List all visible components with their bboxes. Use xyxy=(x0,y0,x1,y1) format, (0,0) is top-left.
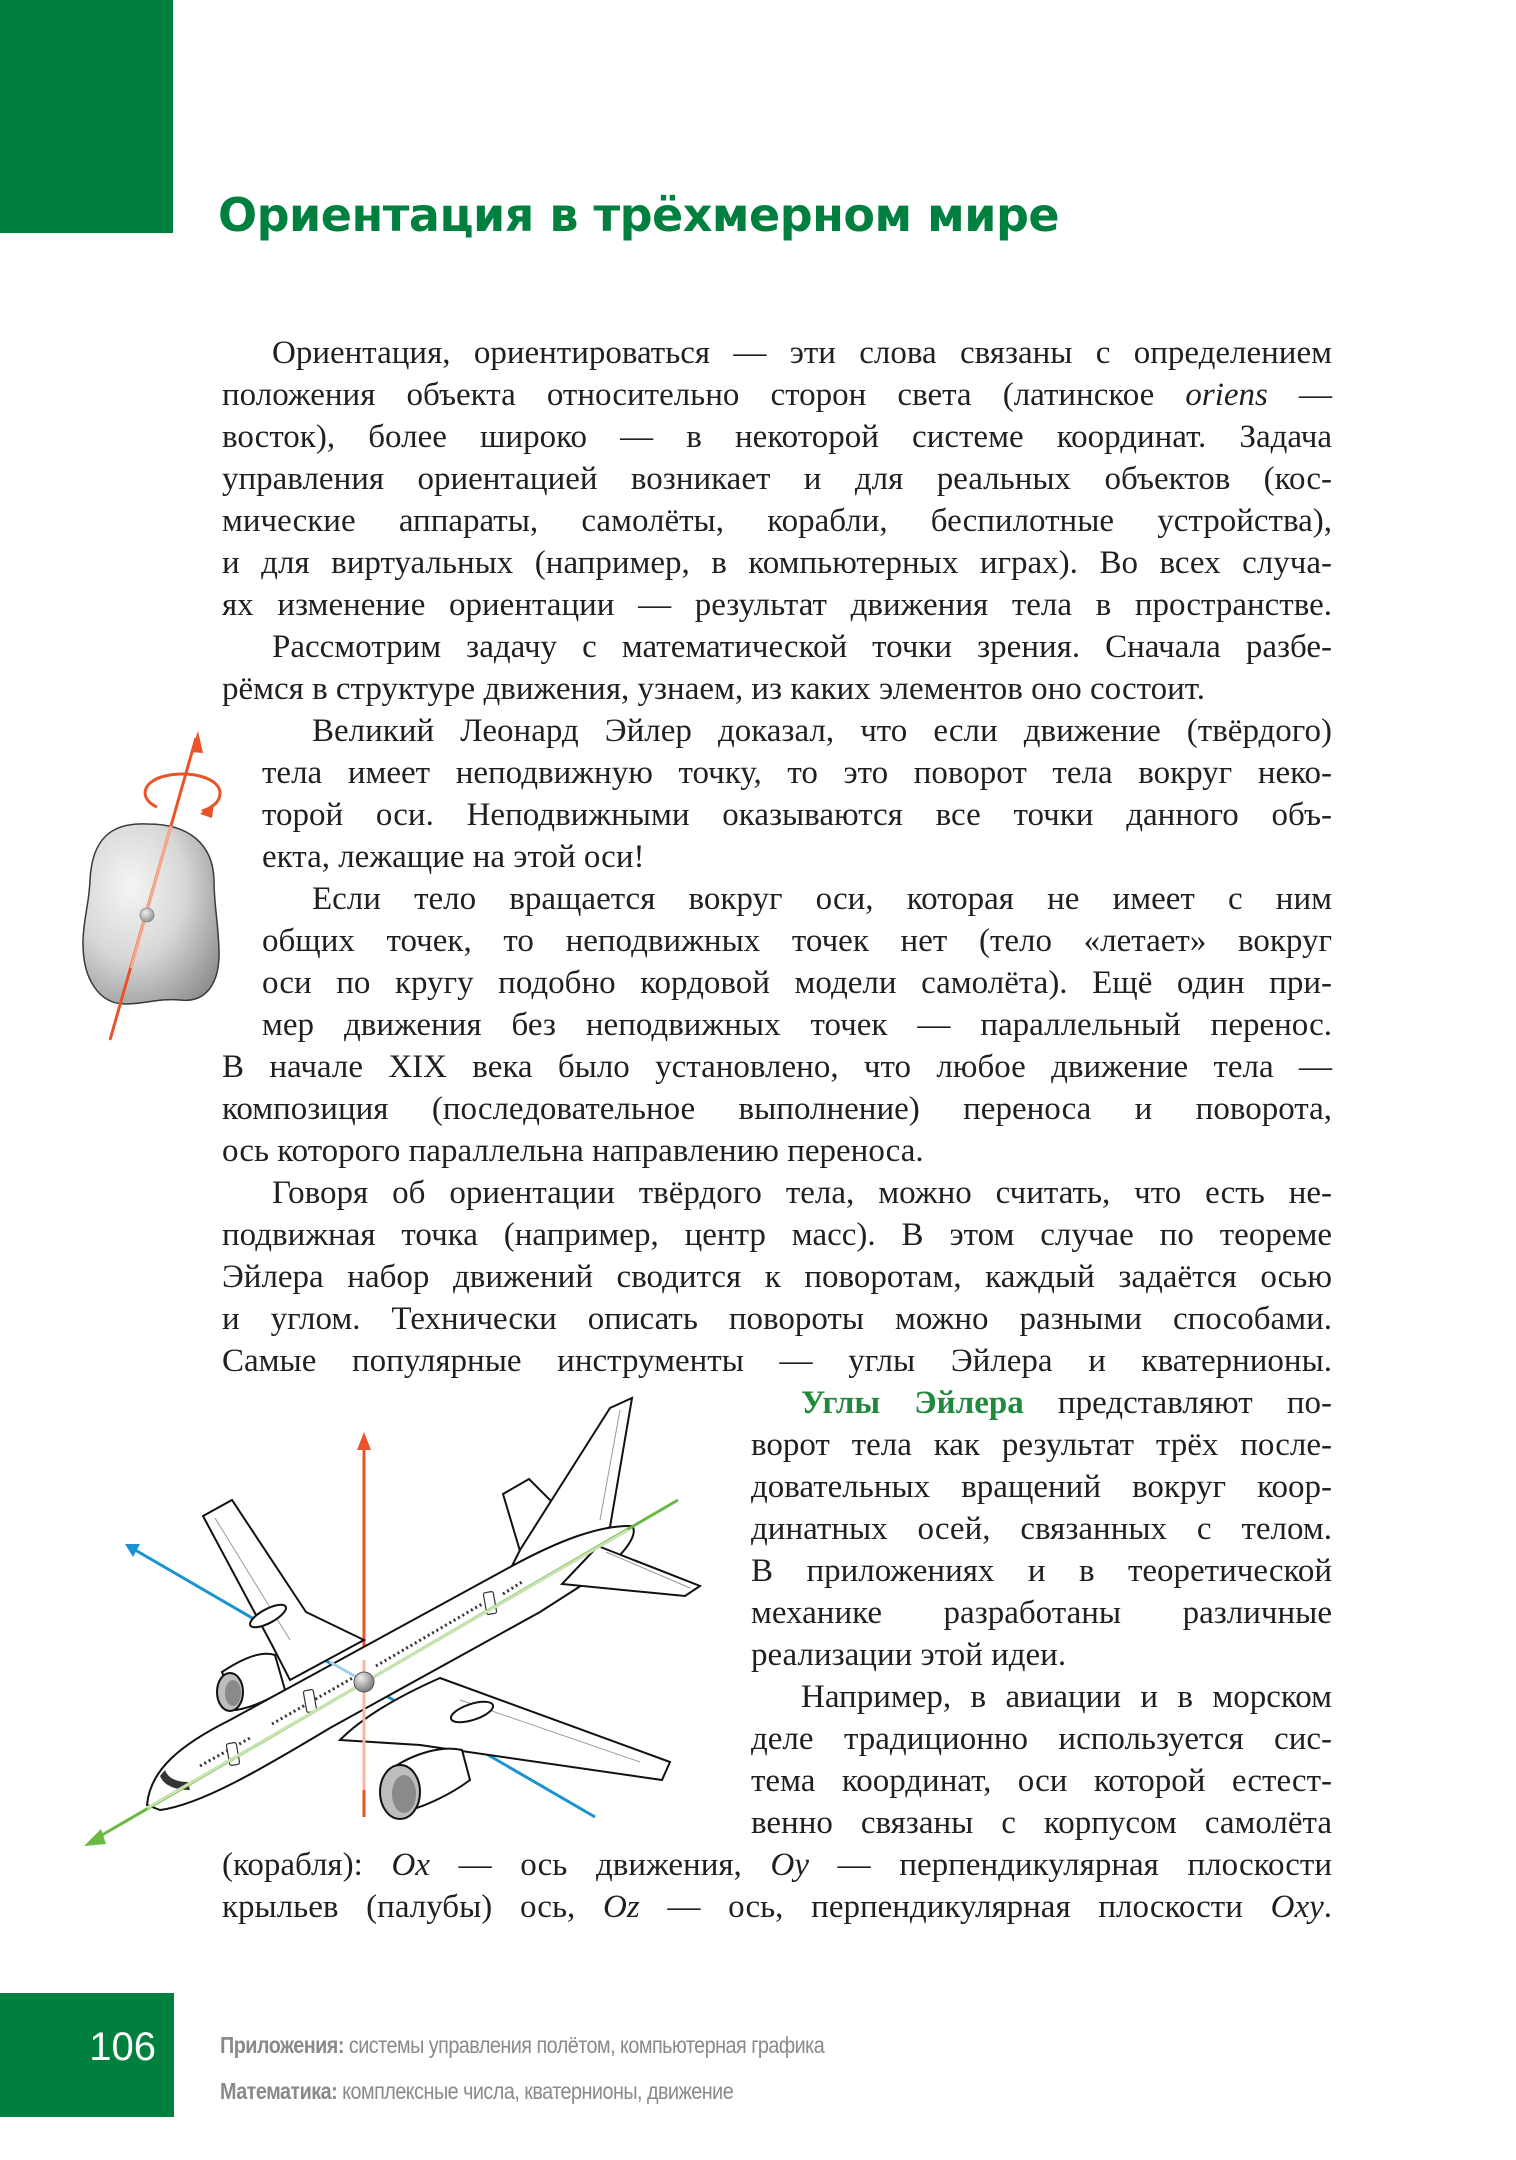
line-text: — перпендикулярная плоскости xyxy=(808,1847,1332,1883)
line-text: Например, в авиации и в морском xyxy=(801,1679,1332,1715)
line-text: торой оси. Неподвижными оказываются все точки данного объ- xyxy=(262,797,1332,833)
applications-text: системы управления полётом, компьютерная графика xyxy=(343,2032,825,2058)
text-line xyxy=(751,1592,1332,1634)
italic-term: oriens xyxy=(1185,377,1268,413)
line-text: мер движения без неподвижных точек — параллельный перенос. xyxy=(262,1007,1332,1043)
text-line xyxy=(751,1550,1332,1592)
math-label: Математика: xyxy=(220,2078,338,2104)
axis-arrowhead xyxy=(191,731,203,753)
text-line xyxy=(222,458,1332,500)
math-text: комплексные числа, кватернионы, движение xyxy=(337,2078,734,2104)
line-text: тема координат, оси которой естест- xyxy=(751,1763,1332,1799)
text-line xyxy=(222,416,1332,458)
line-text: довательных вращений вокруг коор- xyxy=(751,1469,1332,1505)
line-text: ось которого параллельна направлению переноса. xyxy=(222,1133,924,1169)
line-text: композиция (последовательное выполнение) переноса и поворота, xyxy=(222,1091,1332,1127)
line-text: — ось, перпендикулярная плоскости xyxy=(639,1889,1271,1925)
text-line xyxy=(222,584,1332,626)
text-line xyxy=(222,542,1332,584)
text-line xyxy=(801,1382,1332,1424)
text-line xyxy=(222,668,1332,710)
text-line xyxy=(262,962,1332,1004)
line-text: восток), более широко — в некоторой системе координат. Задача xyxy=(222,419,1332,455)
rotation-arrow-icon xyxy=(145,774,220,811)
text-line xyxy=(262,794,1332,836)
highlight-term: Углы Эйлера xyxy=(801,1385,1024,1421)
line-text: мические аппараты, самолёты, корабли, беспилотные устройства), xyxy=(222,503,1332,539)
line-text: крыльев (палубы) ось, xyxy=(222,1889,603,1925)
text-line xyxy=(262,920,1332,962)
fixed-point xyxy=(140,908,154,922)
line-text: тела имеет неподвижную точку, то это поворот тела вокруг неко- xyxy=(262,755,1332,791)
line-text: — xyxy=(1267,377,1332,413)
line-text: динатных осей, связанных с телом. xyxy=(751,1511,1332,1547)
center-of-mass xyxy=(354,1672,374,1692)
line-text: механике разработаны различные xyxy=(751,1595,1332,1631)
italic-term: Oy xyxy=(770,1847,809,1883)
text-line xyxy=(312,878,1332,920)
text-line xyxy=(222,374,1332,416)
text-line xyxy=(751,1466,1332,1508)
text-line xyxy=(312,710,1332,752)
rotation-body-figure xyxy=(70,720,240,1060)
text-line xyxy=(222,1298,1332,1340)
text-line xyxy=(751,1718,1332,1760)
page-title: Ориентация в трёхмерном мире xyxy=(218,188,1060,242)
line-text: Эйлера набор движений сводится к поворотам, каждый задаётся осью xyxy=(222,1259,1332,1295)
line-text: представляют по- xyxy=(1023,1385,1332,1421)
text-line xyxy=(262,752,1332,794)
text-line xyxy=(751,1760,1332,1802)
applications-label: Приложения: xyxy=(220,2032,344,2058)
text-line xyxy=(272,332,1332,374)
line-text: Рассмотрим задачу с математической точки зрения. Сначала разбе- xyxy=(272,629,1332,665)
line-text: ворот тела как результат трёх после- xyxy=(751,1427,1332,1463)
text-line xyxy=(222,1256,1332,1298)
line-text: деле традиционно используется сис- xyxy=(751,1721,1332,1757)
text-line xyxy=(751,1634,1332,1676)
text-line xyxy=(262,836,1332,878)
line-text: реализации этой идеи. xyxy=(751,1637,1067,1673)
text-line xyxy=(222,500,1332,542)
line-text: управления ориентацией возникает и для реальных объектов (кос- xyxy=(222,461,1332,497)
line-text: венно связаны с корпусом самолёта xyxy=(751,1805,1332,1841)
page-number-box xyxy=(0,1993,174,2117)
line-text: В начале XIX века было установлено, что любое движение тела — xyxy=(222,1049,1332,1085)
line-text: (корабля): xyxy=(222,1847,392,1883)
line-text: В приложениях и в теоретической xyxy=(751,1553,1332,1589)
line-text: подвижная точка (например, центр масс). В этом случае по теореме xyxy=(222,1217,1332,1253)
line-text: Ориентация, ориентироваться — эти слова связаны с определением xyxy=(272,335,1332,371)
text-line xyxy=(222,1130,1332,1172)
text-line xyxy=(222,1214,1332,1256)
chapter-color-tab xyxy=(0,0,173,233)
italic-term: Oz xyxy=(603,1889,640,1925)
italic-term: Ox xyxy=(391,1847,430,1883)
line-text: ях изменение ориентации — результат движения тела в пространстве. xyxy=(222,587,1332,623)
line-text: — ось движения, xyxy=(429,1847,771,1883)
text-line xyxy=(801,1676,1332,1718)
text-line xyxy=(272,626,1332,668)
text-line xyxy=(751,1802,1332,1844)
text-line xyxy=(222,1886,1332,1928)
footer-applications xyxy=(220,2032,824,2059)
line-text: . xyxy=(1323,1889,1332,1925)
line-text: и углом. Технически описать повороты можно разными способами. xyxy=(222,1301,1332,1337)
text-line xyxy=(262,1004,1332,1046)
line-text: Если тело вращается вокруг оси, которая не имеет с ним xyxy=(312,881,1332,917)
line-text: Великий Леонард Эйлер доказал, что если движение (твёрдого) xyxy=(312,713,1332,749)
line-text: Говоря об ориентации твёрдого тела, можно считать, что есть не- xyxy=(272,1175,1332,1211)
text-line xyxy=(222,1046,1332,1088)
line-text: положения объекта относительно сторон света (латинское xyxy=(222,377,1186,413)
airplane-axes-figure xyxy=(70,1390,720,1860)
line-text: Самые популярные инструменты — углы Эйлера и кватернионы. xyxy=(222,1343,1332,1379)
text-line xyxy=(272,1172,1332,1214)
text-line xyxy=(751,1424,1332,1466)
line-text: и для виртуальных (например, в компьютерных играх). Во всех случа- xyxy=(222,545,1332,581)
line-text: екта, лежащие на этой оси! xyxy=(262,839,645,875)
line-text: рёмся в структуре движения, узнаем, из каких элементов оно состоит. xyxy=(222,671,1205,707)
italic-term: Oxy xyxy=(1270,1889,1324,1925)
text-line xyxy=(222,1340,1332,1382)
page-number: 106 xyxy=(89,2025,156,2069)
line-text: оси по кругу подобно кордовой модели самолёта). Ещё один при- xyxy=(262,965,1332,1001)
footer-mathematics xyxy=(220,2078,733,2105)
text-line xyxy=(751,1508,1332,1550)
text-line xyxy=(222,1088,1332,1130)
line-text: общих точек, то неподвижных точек нет (тело «летает» вокруг xyxy=(262,923,1332,959)
